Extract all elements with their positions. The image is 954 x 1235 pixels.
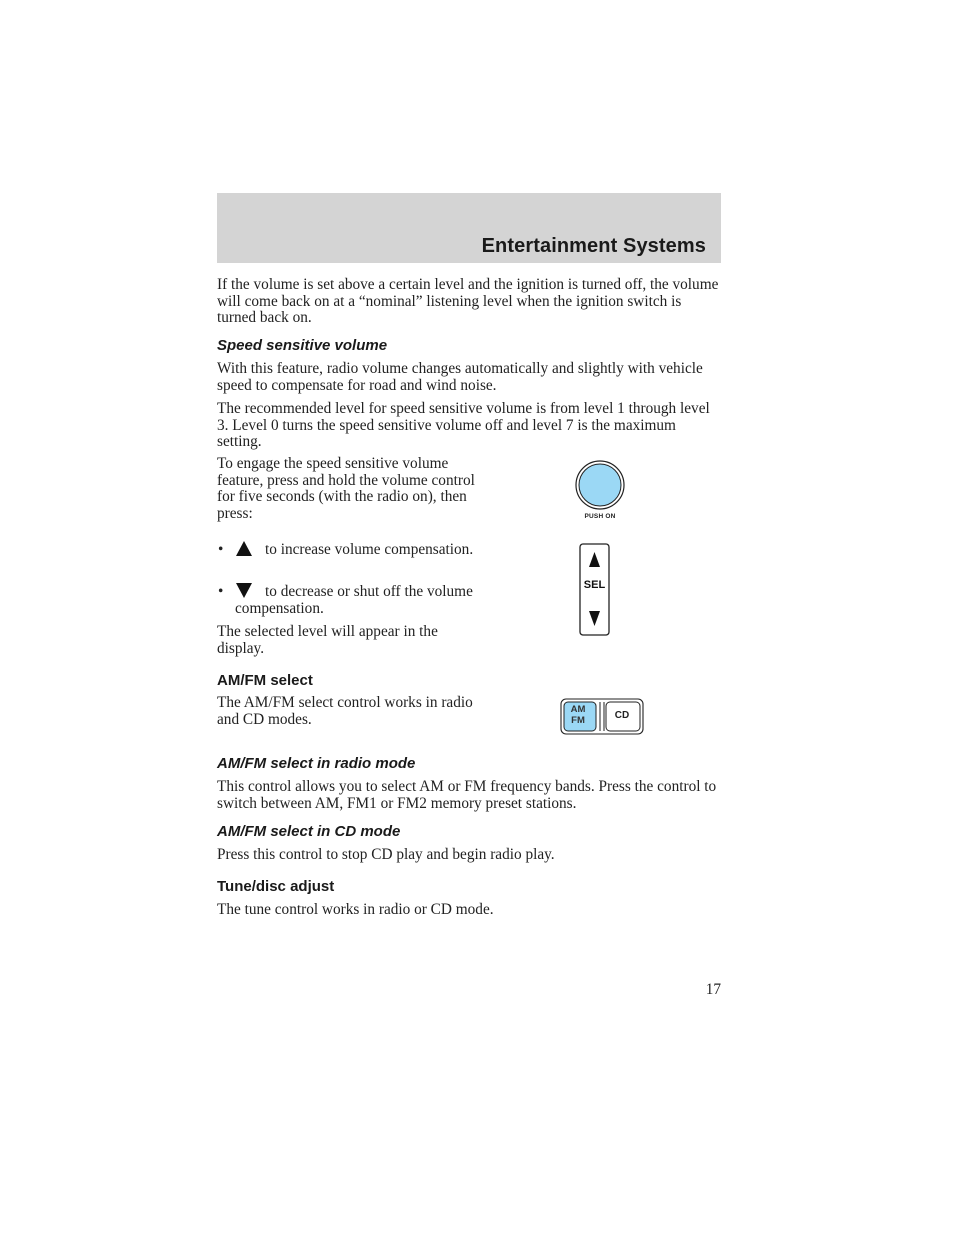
speed-sensitive-para2: The recommended level for speed sensitive volume is from level 1 through level 3. Level 0 turns the speed sensitive volume off and level 7 is the maximum setting.: [217, 400, 710, 451]
bullet-decrease-text: to decrease or shut off the volume compensation.: [235, 583, 473, 617]
fm-text: FM: [571, 714, 585, 726]
amfm-button-label: [566, 705, 590, 726]
tune-disc-para: The tune control works in radio or CD mode.: [217, 901, 494, 918]
cd-button-label: CD: [614, 710, 630, 721]
am-text: AM: [570, 704, 586, 715]
bullet-decrease: [217, 584, 477, 617]
speed-sensitive-heading: Speed sensitive volume: [217, 337, 388, 354]
amfm-radio-mode-para: This control allows you to select AM or FM frequency bands. Press the control to switch between AM, FM1 or FM2 memory preset stations.: [217, 778, 717, 812]
engage-paragraph: To engage the speed sensitive volume feature, press and hold the volume control for five seconds (with the radio on), then press:: [217, 455, 475, 522]
amfm-select-heading: AM/FM select: [217, 672, 313, 689]
sel-control-illustration: [579, 543, 610, 636]
bullet-dot: •: [218, 583, 224, 600]
section-title: Entertainment Systems: [481, 235, 706, 257]
volume-knob-icon: [572, 460, 628, 512]
amfm-radio-mode-heading: AM/FM select in radio mode: [217, 755, 416, 772]
section-header: [217, 193, 721, 263]
up-arrow-icon: [235, 539, 253, 557]
bullet-increase-text: to increase volume compensation.: [265, 541, 474, 558]
amfm-cd-mode-heading: AM/FM select in CD mode: [217, 823, 401, 840]
amfm-select-para: The AM/FM select control works in radio and CD modes.: [217, 694, 473, 728]
sel-label: SEL: [583, 579, 606, 591]
down-arrow-icon: [235, 581, 253, 599]
push-on-label: PUSH ON: [584, 513, 616, 520]
display-note: The selected level will appear in the display.: [217, 623, 438, 657]
intro-paragraph: If the volume is set above a certain level and the ignition is turned off, the volume will come back on at a “nominal” listening level when the ignition switch is turned back on.: [217, 276, 719, 327]
bullet-dot: •: [218, 541, 224, 558]
page-number: 17: [705, 981, 721, 998]
amfm-cd-illustration: [560, 698, 644, 735]
volume-knob-illustration: [572, 460, 628, 522]
speed-sensitive-para1: With this feature, radio volume changes automatically and slightly with vehicle speed to compensate for road and wind noise.: [217, 360, 703, 394]
tune-disc-heading: Tune/disc adjust: [217, 878, 335, 895]
amfm-cd-mode-para: Press this control to stop CD play and begin radio play.: [217, 846, 555, 863]
bullet-increase: [217, 542, 477, 559]
